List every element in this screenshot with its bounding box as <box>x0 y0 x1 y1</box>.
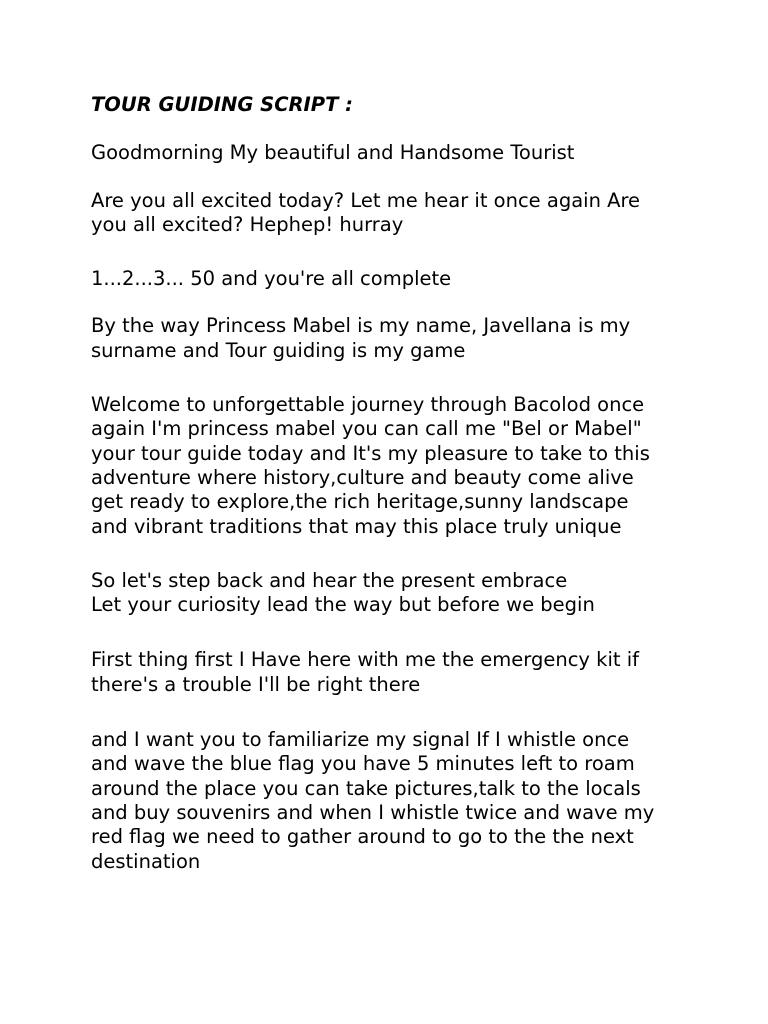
headcount-paragraph: 1...2...3... 50 and you're all complete <box>91 267 452 291</box>
welcome-paragraph: Welcome to unforgettable journey through Bacolod once again I'm princess mabel you can call me "Bel or Mabel" your tour guide today and It's my pleasure to take to this adventure where history,culture and beauty come alive get ready to explore,the rich heritage,sunny landscape and vibrant traditions that may this place truly unique <box>91 393 650 538</box>
document-body <box>91 93 691 874</box>
introduction-paragraph: By the way Princess Mabel is my name, Javellana is my surname and Tour guiding is my game <box>91 314 631 362</box>
document-title: TOUR GUIDING SCRIPT : <box>91 93 353 116</box>
emergency-kit-paragraph: First thing first I Have here with me the emergency kit if there's a trouble I'll be right there <box>91 648 639 696</box>
greeting-paragraph: Goodmorning My beautiful and Handsome Tourist <box>91 141 575 165</box>
excitement-paragraph: Are you all excited today? Let me hear it once again Are you all excited? Hephep! hurray <box>91 188 641 236</box>
step-back-paragraph: So let's step back and hear the present embrace Let your curiosity lead the way but before we begin <box>91 568 595 617</box>
signal-paragraph: and I want you to familiarize my signal If I whistle once and wave the blue flag you have 5 minutes left to roam around the place you can take pictures,talk to the locals and buy souvenirs and when I whistle twice and wave my red flag we need to gather around to go to the the next destination <box>91 728 655 873</box>
